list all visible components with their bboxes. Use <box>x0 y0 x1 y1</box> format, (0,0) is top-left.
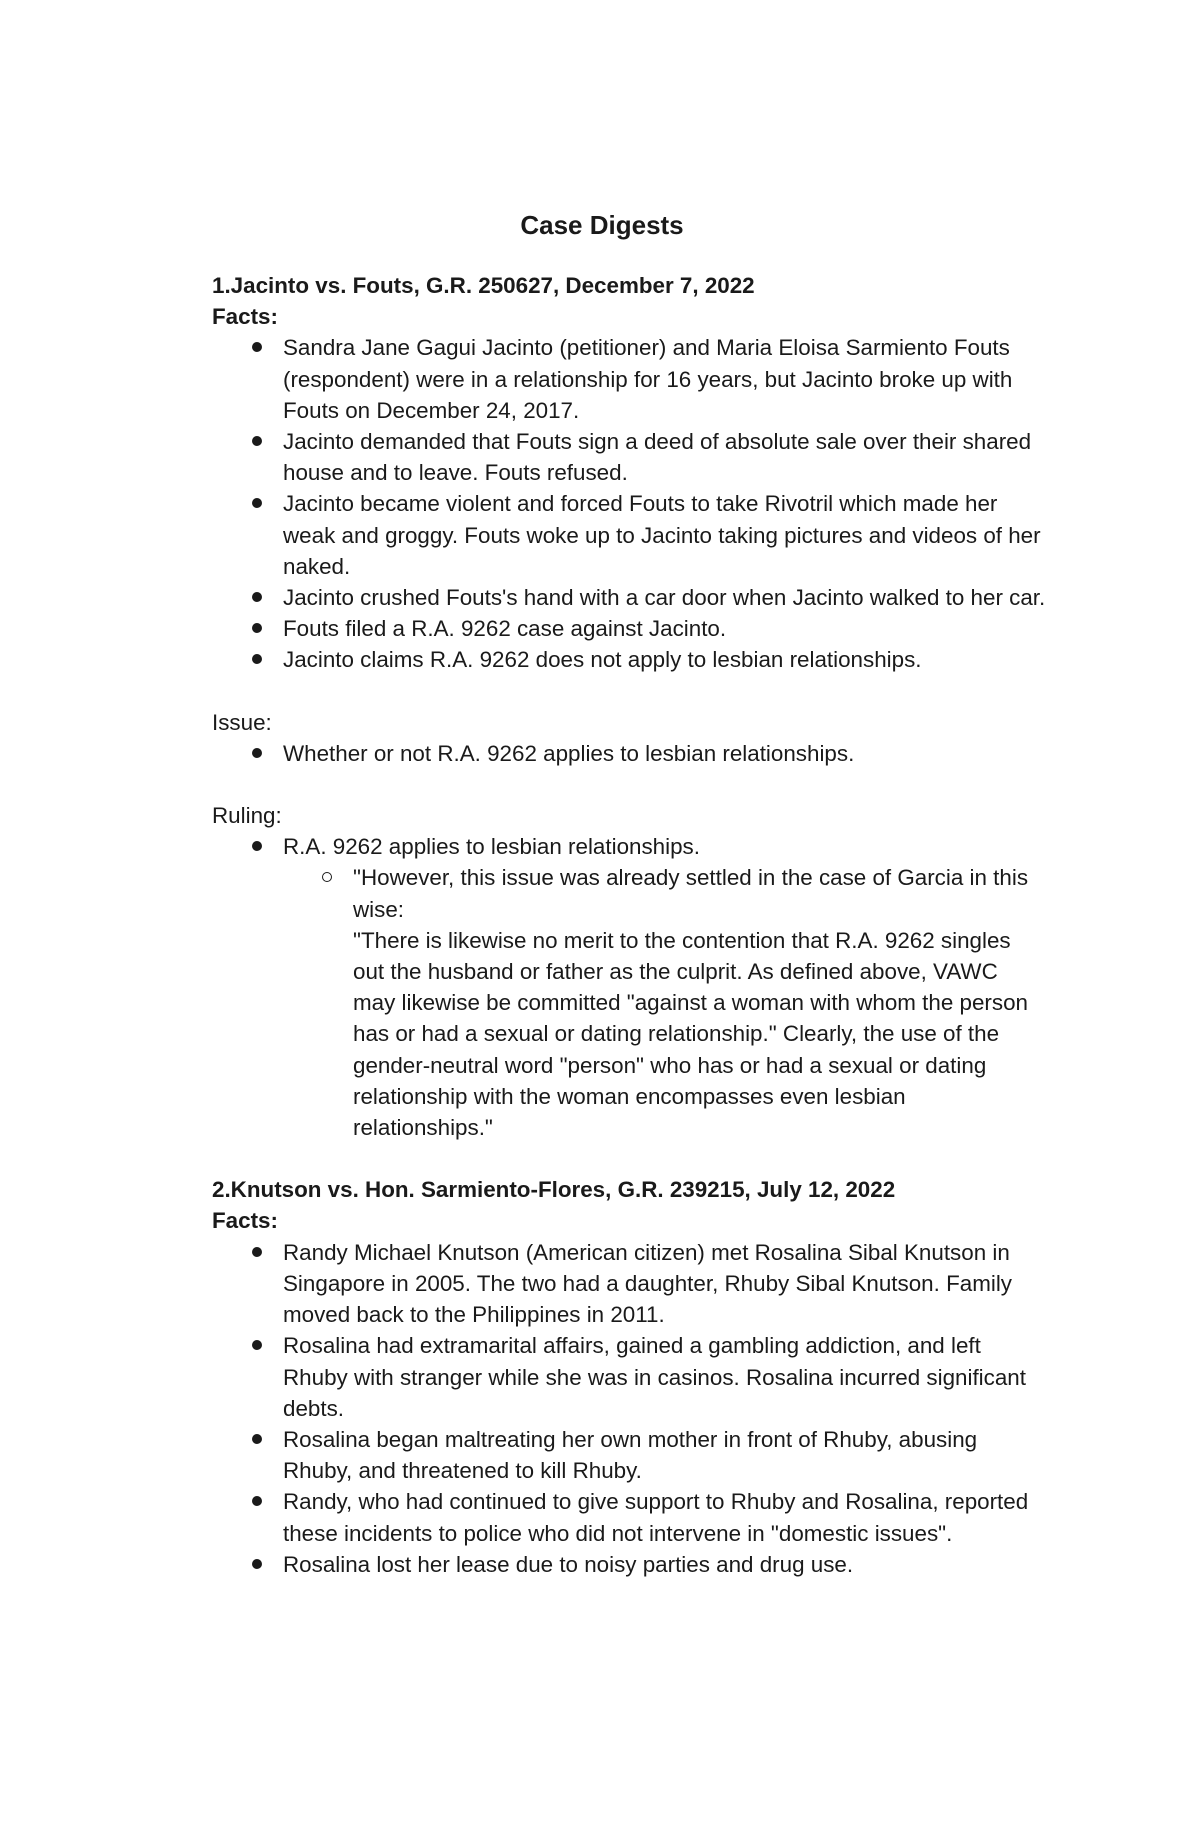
fact-text: Jacinto became violent and forced Fouts to take Rivotril which made her weak and groggy. Fouts woke up to Jacinto taking pictures and videos of her naked. <box>283 491 1041 579</box>
list-item <box>283 831 1060 1143</box>
fact-text: Randy Michael Knutson (American citizen) met Rosalina Sibal Knutson in Singapore in 2005. The two had a daughter, Rhuby Sibal Knutson. Family moved back to the Philippines in 2011. <box>283 1239 1012 1328</box>
bullet-icon <box>252 1496 262 1506</box>
fact-text: Rosalina began maltreating her own mother in front of Rhuby, abusing Rhuby, and threatened to kill Rhuby. <box>283 1426 978 1484</box>
list-item <box>283 1486 1060 1548</box>
spacer <box>212 1143 1060 1174</box>
case-2 <box>212 1174 1060 1580</box>
list-item <box>283 1424 1060 1486</box>
bullet-icon <box>252 498 262 508</box>
list-item <box>353 862 1050 1143</box>
case-1 <box>212 270 1060 1143</box>
facts-label: Facts: <box>212 304 278 330</box>
fact-text: Fouts filed a R.A. 9262 case against Jacinto. <box>283 616 727 642</box>
bullet-icon <box>252 623 262 633</box>
list-item <box>283 644 1060 675</box>
bullet-icon <box>252 1559 262 1569</box>
hollow-bullet-icon <box>322 872 332 882</box>
facts-label: Facts: <box>212 1208 278 1234</box>
issue-label: Issue: <box>212 709 272 735</box>
list-item <box>283 1237 1060 1331</box>
fact-text: Jacinto claims R.A. 9262 does not apply to lesbian relationships. <box>283 647 922 673</box>
fact-text: Rosalina had extramarital affairs, gained a gambling addiction, and left Rhuby with stranger while she was in casinos. Rosalina incurred significant debts. <box>283 1333 1026 1421</box>
quote-body: "There is likewise no merit to the contention that R.A. 9262 singles out the husband or father as the culprit. As defined above, VAWC may likewise be committed "against a woman with whom the person has or had a sexual or dating relationship." Clearly, the use of the gender-neutral word "person" who has or had a sexual or dating relationship with the woman encompasses even lesbian relationships." <box>353 927 1028 1141</box>
facts-list <box>212 1237 1060 1580</box>
case-heading: 2.Knutson vs. Hon. Sarmiento-Flores, G.R. 239215, July 12, 2022 <box>212 1177 896 1203</box>
list-item <box>283 1549 1060 1580</box>
list-item <box>283 738 1060 769</box>
bullet-icon <box>252 436 262 446</box>
document-title: Case Digests <box>520 210 684 240</box>
fact-text: Jacinto crushed Fouts's hand with a car door when Jacinto walked to her car. <box>283 585 1046 611</box>
bullet-icon <box>252 342 262 352</box>
fact-text: Rosalina lost her lease due to noisy parties and drug use. <box>283 1551 854 1577</box>
bullet-icon <box>252 654 262 664</box>
fact-text: Sandra Jane Gagui Jacinto (petitioner) and Maria Eloisa Sarmiento Fouts (respondent) were in a relationship for 16 years, but Jacinto broke up with Fouts on December 24, 2017. <box>283 335 1013 423</box>
bullet-icon <box>252 1340 262 1350</box>
list-item <box>283 488 1060 582</box>
list-item <box>283 332 1060 426</box>
ruling-text: R.A. 9262 applies to lesbian relationships. <box>283 834 700 860</box>
fact-text: Randy, who had continued to give support to Rhuby and Rosalina, reported these incidents to police who did not intervene in "domestic issues". <box>283 1489 1029 1546</box>
spacer <box>212 676 1060 707</box>
bullet-icon <box>252 1434 262 1444</box>
ruling-label: Ruling: <box>212 803 282 829</box>
case-heading: 1.Jacinto vs. Fouts, G.R. 250627, December 7, 2022 <box>212 273 755 298</box>
bullet-icon <box>252 592 262 602</box>
issue-text: Whether or not R.A. 9262 applies to lesbian relationships. <box>283 740 855 766</box>
list-item <box>283 582 1060 613</box>
facts-list <box>212 332 1060 675</box>
list-item <box>283 426 1060 488</box>
spacer <box>212 769 1060 800</box>
fact-text: Jacinto demanded that Fouts sign a deed of absolute sale over their shared house and to leave. Fouts refused. <box>283 429 1032 486</box>
bullet-icon <box>252 841 262 851</box>
list-item <box>283 613 1060 644</box>
bullet-icon <box>252 748 262 758</box>
ruling-list <box>212 831 1060 1143</box>
bullet-icon <box>252 1247 262 1257</box>
list-item <box>283 1330 1060 1424</box>
issue-list <box>212 738 1060 769</box>
quote-intro: "However, this issue was already settled in the case of Garcia in this wise: <box>353 865 1029 922</box>
ruling-sub-list <box>283 862 1050 1143</box>
